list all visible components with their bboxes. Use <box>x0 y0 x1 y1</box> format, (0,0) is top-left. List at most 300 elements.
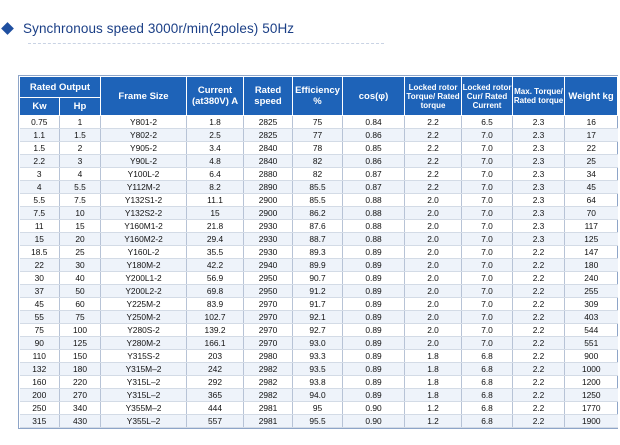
cell-locked-torque: 2.0 <box>405 298 462 311</box>
diamond-bullet-icon <box>1 22 14 35</box>
cell-efficiency: 82 <box>293 168 343 181</box>
cell-locked-torque: 2.0 <box>405 220 462 233</box>
cell-max-torque: 2.2 <box>513 350 565 363</box>
header-locked-rotor-torque: Locked rotor Torque/ Rated torque <box>405 77 462 116</box>
cell-kw: 250 <box>20 402 60 415</box>
cell-max-torque: 2.2 <box>513 376 565 389</box>
cell-frame-size: Y250M-2 <box>101 311 187 324</box>
cell-weight: 180 <box>565 259 618 272</box>
cell-weight: 117 <box>565 220 618 233</box>
cell-locked-torque: 1.8 <box>405 376 462 389</box>
cell-cos-phi: 0.89 <box>343 337 405 350</box>
cell-weight: 1900 <box>565 415 618 428</box>
cell-cos-phi: 0.89 <box>343 285 405 298</box>
cell-locked-torque: 1.8 <box>405 389 462 402</box>
header-max-torque: Max. Torque/ Rated torque <box>513 77 565 116</box>
cell-max-torque: 2.3 <box>513 142 565 155</box>
cell-locked-current: 7.0 <box>462 194 513 207</box>
cell-locked-torque: 2.0 <box>405 207 462 220</box>
table-row <box>20 337 618 350</box>
cell-efficiency: 86.2 <box>293 207 343 220</box>
header-locked-rotor-current: Locked rotor Cur/ Rated Current <box>462 77 513 116</box>
table-row <box>20 376 618 389</box>
cell-kw: 22 <box>20 259 60 272</box>
cell-max-torque: 2.3 <box>513 233 565 246</box>
table-row <box>20 142 618 155</box>
cell-efficiency: 91.2 <box>293 285 343 298</box>
cell-locked-current: 7.0 <box>462 155 513 168</box>
cell-weight: 1250 <box>565 389 618 402</box>
cell-rated-speed: 2930 <box>244 246 293 259</box>
cell-weight: 64 <box>565 194 618 207</box>
cell-locked-current: 7.0 <box>462 259 513 272</box>
cell-current: 56.9 <box>187 272 244 285</box>
table-row <box>20 168 618 181</box>
cell-max-torque: 2.2 <box>513 259 565 272</box>
cell-locked-current: 7.0 <box>462 311 513 324</box>
cell-cos-phi: 0.89 <box>343 376 405 389</box>
cell-cos-phi: 0.89 <box>343 272 405 285</box>
cell-weight: 17 <box>565 129 618 142</box>
cell-hp: 75 <box>60 311 101 324</box>
cell-frame-size: Y355M–2 <box>101 402 187 415</box>
cell-max-torque: 2.2 <box>513 402 565 415</box>
cell-frame-size: Y160M1-2 <box>101 220 187 233</box>
cell-max-torque: 2.2 <box>513 389 565 402</box>
cell-frame-size: Y315L–2 <box>101 376 187 389</box>
cell-kw: 315 <box>20 415 60 428</box>
cell-frame-size: Y801-2 <box>101 116 187 129</box>
cell-rated-speed: 2840 <box>244 142 293 155</box>
cell-rated-speed: 2982 <box>244 389 293 402</box>
cell-efficiency: 90.7 <box>293 272 343 285</box>
cell-weight: 240 <box>565 272 618 285</box>
cell-locked-torque: 2.2 <box>405 142 462 155</box>
cell-hp: 15 <box>60 220 101 233</box>
cell-hp: 7.5 <box>60 194 101 207</box>
cell-efficiency: 82 <box>293 155 343 168</box>
cell-frame-size: Y200L1-2 <box>101 272 187 285</box>
cell-hp: 20 <box>60 233 101 246</box>
cell-locked-torque: 1.2 <box>405 402 462 415</box>
cell-frame-size: Y315S-2 <box>101 350 187 363</box>
table-row <box>20 259 618 272</box>
motor-spec-table <box>19 76 618 428</box>
cell-rated-speed: 2970 <box>244 337 293 350</box>
cell-hp: 100 <box>60 324 101 337</box>
cell-efficiency: 92.1 <box>293 311 343 324</box>
cell-hp: 4 <box>60 168 101 181</box>
cell-efficiency: 92.7 <box>293 324 343 337</box>
cell-weight: 551 <box>565 337 618 350</box>
cell-current: 102.7 <box>187 311 244 324</box>
spec-table-container <box>18 75 618 429</box>
cell-hp: 1 <box>60 116 101 129</box>
cell-locked-torque: 2.0 <box>405 324 462 337</box>
cell-hp: 270 <box>60 389 101 402</box>
cell-rated-speed: 2930 <box>244 233 293 246</box>
table-row <box>20 194 618 207</box>
cell-kw: 132 <box>20 363 60 376</box>
table-body <box>20 116 618 428</box>
cell-weight: 403 <box>565 311 618 324</box>
cell-locked-current: 7.0 <box>462 324 513 337</box>
cell-hp: 5.5 <box>60 181 101 194</box>
cell-kw: 5.5 <box>20 194 60 207</box>
cell-current: 292 <box>187 376 244 389</box>
cell-cos-phi: 0.88 <box>343 220 405 233</box>
cell-cos-phi: 0.87 <box>343 181 405 194</box>
table-row <box>20 116 618 129</box>
cell-rated-speed: 2980 <box>244 350 293 363</box>
cell-max-torque: 2.2 <box>513 272 565 285</box>
cell-kw: 2.2 <box>20 155 60 168</box>
cell-locked-torque: 1.8 <box>405 350 462 363</box>
cell-cos-phi: 0.89 <box>343 324 405 337</box>
cell-weight: 255 <box>565 285 618 298</box>
cell-frame-size: Y315L–2 <box>101 389 187 402</box>
cell-rated-speed: 2950 <box>244 272 293 285</box>
table-row <box>20 350 618 363</box>
cell-rated-speed: 2890 <box>244 181 293 194</box>
header-weight: Weight kg <box>565 77 618 116</box>
cell-max-torque: 2.3 <box>513 116 565 129</box>
table-row <box>20 298 618 311</box>
cell-weight: 22 <box>565 142 618 155</box>
cell-cos-phi: 0.86 <box>343 155 405 168</box>
cell-locked-current: 6.8 <box>462 350 513 363</box>
cell-locked-torque: 1.8 <box>405 363 462 376</box>
cell-hp: 1.5 <box>60 129 101 142</box>
cell-kw: 0.75 <box>20 116 60 129</box>
cell-cos-phi: 0.89 <box>343 350 405 363</box>
cell-efficiency: 94.0 <box>293 389 343 402</box>
cell-max-torque: 2.2 <box>513 311 565 324</box>
cell-locked-torque: 2.2 <box>405 155 462 168</box>
cell-frame-size: Y280S-2 <box>101 324 187 337</box>
cell-locked-torque: 2.2 <box>405 181 462 194</box>
table-row <box>20 220 618 233</box>
cell-hp: 25 <box>60 246 101 259</box>
cell-current: 6.4 <box>187 168 244 181</box>
cell-hp: 60 <box>60 298 101 311</box>
cell-hp: 125 <box>60 337 101 350</box>
table-row <box>20 311 618 324</box>
table-row <box>20 363 618 376</box>
cell-weight: 25 <box>565 155 618 168</box>
cell-cos-phi: 0.90 <box>343 415 405 428</box>
cell-efficiency: 93.5 <box>293 363 343 376</box>
cell-weight: 1770 <box>565 402 618 415</box>
cell-rated-speed: 2900 <box>244 194 293 207</box>
cell-hp: 220 <box>60 376 101 389</box>
cell-frame-size: Y802-2 <box>101 129 187 142</box>
cell-locked-current: 7.0 <box>462 129 513 142</box>
cell-cos-phi: 0.87 <box>343 168 405 181</box>
cell-max-torque: 2.3 <box>513 194 565 207</box>
header-efficiency: Efficiency % <box>293 77 343 116</box>
cell-max-torque: 2.2 <box>513 285 565 298</box>
cell-efficiency: 91.7 <box>293 298 343 311</box>
cell-current: 11.1 <box>187 194 244 207</box>
cell-max-torque: 2.2 <box>513 324 565 337</box>
cell-kw: 15 <box>20 233 60 246</box>
cell-max-torque: 2.3 <box>513 129 565 142</box>
cell-weight: 45 <box>565 181 618 194</box>
cell-cos-phi: 0.90 <box>343 402 405 415</box>
cell-weight: 900 <box>565 350 618 363</box>
cell-locked-current: 7.0 <box>462 220 513 233</box>
cell-kw: 18.5 <box>20 246 60 259</box>
cell-rated-speed: 2840 <box>244 155 293 168</box>
cell-rated-speed: 2950 <box>244 285 293 298</box>
cell-max-torque: 2.3 <box>513 168 565 181</box>
cell-locked-current: 7.0 <box>462 272 513 285</box>
cell-weight: 34 <box>565 168 618 181</box>
cell-weight: 544 <box>565 324 618 337</box>
cell-frame-size: Y90L-2 <box>101 155 187 168</box>
cell-locked-torque: 2.0 <box>405 259 462 272</box>
section-heading <box>0 19 294 37</box>
cell-efficiency: 93.8 <box>293 376 343 389</box>
table-row <box>20 285 618 298</box>
cell-kw: 110 <box>20 350 60 363</box>
cell-cos-phi: 0.84 <box>343 116 405 129</box>
cell-max-torque: 2.3 <box>513 220 565 233</box>
cell-current: 29.4 <box>187 233 244 246</box>
cell-kw: 3 <box>20 168 60 181</box>
table-row <box>20 207 618 220</box>
cell-rated-speed: 2982 <box>244 363 293 376</box>
cell-current: 444 <box>187 402 244 415</box>
cell-efficiency: 78 <box>293 142 343 155</box>
cell-efficiency: 93.0 <box>293 337 343 350</box>
header-hp: Hp <box>60 98 101 116</box>
table-row <box>20 181 618 194</box>
cell-frame-size: Y132S2-2 <box>101 207 187 220</box>
cell-locked-torque: 2.0 <box>405 337 462 350</box>
table-row <box>20 389 618 402</box>
cell-max-torque: 2.3 <box>513 207 565 220</box>
cell-kw: 75 <box>20 324 60 337</box>
cell-locked-current: 7.0 <box>462 168 513 181</box>
cell-frame-size: Y160M2-2 <box>101 233 187 246</box>
cell-locked-current: 6.8 <box>462 402 513 415</box>
cell-max-torque: 2.3 <box>513 181 565 194</box>
cell-locked-current: 6.5 <box>462 116 513 129</box>
cell-rated-speed: 2930 <box>244 220 293 233</box>
header-cos-phi: cos(φ) <box>343 77 405 116</box>
cell-rated-speed: 2981 <box>244 415 293 428</box>
cell-locked-torque: 2.0 <box>405 311 462 324</box>
cell-kw: 1.5 <box>20 142 60 155</box>
cell-weight: 16 <box>565 116 618 129</box>
cell-frame-size: Y112M-2 <box>101 181 187 194</box>
cell-current: 242 <box>187 363 244 376</box>
cell-frame-size: Y355L–2 <box>101 415 187 428</box>
cell-cos-phi: 0.89 <box>343 389 405 402</box>
cell-locked-torque: 2.0 <box>405 194 462 207</box>
cell-max-torque: 2.2 <box>513 298 565 311</box>
cell-efficiency: 89.9 <box>293 259 343 272</box>
cell-kw: 160 <box>20 376 60 389</box>
cell-kw: 11 <box>20 220 60 233</box>
cell-locked-current: 6.8 <box>462 389 513 402</box>
cell-locked-torque: 2.2 <box>405 168 462 181</box>
cell-cos-phi: 0.89 <box>343 246 405 259</box>
cell-locked-current: 7.0 <box>462 246 513 259</box>
cell-hp: 30 <box>60 259 101 272</box>
cell-locked-current: 7.0 <box>462 337 513 350</box>
cell-current: 2.5 <box>187 129 244 142</box>
cell-hp: 430 <box>60 415 101 428</box>
cell-locked-torque: 2.2 <box>405 116 462 129</box>
cell-frame-size: Y160L-2 <box>101 246 187 259</box>
cell-current: 15 <box>187 207 244 220</box>
cell-cos-phi: 0.88 <box>343 233 405 246</box>
cell-max-torque: 2.2 <box>513 337 565 350</box>
table-row <box>20 233 618 246</box>
cell-rated-speed: 2880 <box>244 168 293 181</box>
cell-rated-speed: 2970 <box>244 324 293 337</box>
cell-efficiency: 85.5 <box>293 194 343 207</box>
cell-max-torque: 2.2 <box>513 246 565 259</box>
dashed-divider <box>28 43 384 44</box>
cell-weight: 147 <box>565 246 618 259</box>
cell-hp: 10 <box>60 207 101 220</box>
table-row <box>20 415 618 428</box>
header-kw: Kw <box>20 98 60 116</box>
cell-locked-torque: 2.2 <box>405 129 462 142</box>
cell-kw: 45 <box>20 298 60 311</box>
cell-frame-size: Y280M-2 <box>101 337 187 350</box>
header-frame-size: Frame Size <box>101 77 187 116</box>
cell-locked-torque: 2.0 <box>405 285 462 298</box>
cell-cos-phi: 0.88 <box>343 194 405 207</box>
cell-current: 4.8 <box>187 155 244 168</box>
cell-frame-size: Y225M-2 <box>101 298 187 311</box>
cell-frame-size: Y315M–2 <box>101 363 187 376</box>
cell-locked-current: 6.8 <box>462 363 513 376</box>
cell-locked-current: 7.0 <box>462 207 513 220</box>
cell-current: 83.9 <box>187 298 244 311</box>
cell-current: 203 <box>187 350 244 363</box>
cell-kw: 4 <box>20 181 60 194</box>
table-row <box>20 272 618 285</box>
cell-locked-current: 6.8 <box>462 415 513 428</box>
cell-current: 365 <box>187 389 244 402</box>
cell-weight: 125 <box>565 233 618 246</box>
cell-hp: 180 <box>60 363 101 376</box>
cell-locked-current: 6.8 <box>462 376 513 389</box>
cell-rated-speed: 2900 <box>244 207 293 220</box>
cell-max-torque: 2.2 <box>513 415 565 428</box>
cell-kw: 90 <box>20 337 60 350</box>
cell-efficiency: 89.3 <box>293 246 343 259</box>
cell-kw: 37 <box>20 285 60 298</box>
cell-kw: 200 <box>20 389 60 402</box>
page-title: Synchronous speed 3000r/min(2poles) 50Hz <box>23 20 295 36</box>
cell-hp: 340 <box>60 402 101 415</box>
table-row <box>20 324 618 337</box>
cell-cos-phi: 0.89 <box>343 363 405 376</box>
cell-kw: 7.5 <box>20 207 60 220</box>
cell-hp: 2 <box>60 142 101 155</box>
cell-rated-speed: 2970 <box>244 311 293 324</box>
cell-cos-phi: 0.89 <box>343 311 405 324</box>
cell-locked-current: 7.0 <box>462 233 513 246</box>
cell-efficiency: 77 <box>293 129 343 142</box>
cell-rated-speed: 2981 <box>244 402 293 415</box>
cell-efficiency: 85.5 <box>293 181 343 194</box>
cell-locked-torque: 2.0 <box>405 233 462 246</box>
cell-current: 42.2 <box>187 259 244 272</box>
cell-locked-current: 7.0 <box>462 142 513 155</box>
table-row <box>20 155 618 168</box>
cell-frame-size: Y200L2-2 <box>101 285 187 298</box>
cell-kw: 55 <box>20 311 60 324</box>
cell-locked-current: 7.0 <box>462 285 513 298</box>
cell-efficiency: 95 <box>293 402 343 415</box>
cell-max-torque: 2.2 <box>513 363 565 376</box>
cell-locked-current: 7.0 <box>462 181 513 194</box>
cell-frame-size: Y905-2 <box>101 142 187 155</box>
cell-rated-speed: 2940 <box>244 259 293 272</box>
cell-current: 35.5 <box>187 246 244 259</box>
cell-hp: 150 <box>60 350 101 363</box>
cell-locked-torque: 2.0 <box>405 272 462 285</box>
cell-cos-phi: 0.85 <box>343 142 405 155</box>
cell-max-torque: 2.3 <box>513 155 565 168</box>
cell-current: 139.2 <box>187 324 244 337</box>
cell-current: 3.4 <box>187 142 244 155</box>
cell-hp: 40 <box>60 272 101 285</box>
cell-rated-speed: 2970 <box>244 298 293 311</box>
cell-locked-torque: 2.0 <box>405 246 462 259</box>
cell-cos-phi: 0.89 <box>343 259 405 272</box>
cell-current: 8.2 <box>187 181 244 194</box>
table-row <box>20 246 618 259</box>
cell-current: 166.1 <box>187 337 244 350</box>
cell-weight: 309 <box>565 298 618 311</box>
cell-current: 557 <box>187 415 244 428</box>
cell-locked-torque: 1.2 <box>405 415 462 428</box>
cell-kw: 1.1 <box>20 129 60 142</box>
cell-efficiency: 93.3 <box>293 350 343 363</box>
cell-frame-size: Y100L-2 <box>101 168 187 181</box>
cell-weight: 70 <box>565 207 618 220</box>
cell-rated-speed: 2825 <box>244 129 293 142</box>
cell-kw: 30 <box>20 272 60 285</box>
cell-current: 69.8 <box>187 285 244 298</box>
cell-efficiency: 87.6 <box>293 220 343 233</box>
cell-current: 21.8 <box>187 220 244 233</box>
cell-locked-current: 7.0 <box>462 298 513 311</box>
cell-cos-phi: 0.89 <box>343 298 405 311</box>
cell-frame-size: Y132S1-2 <box>101 194 187 207</box>
cell-weight: 1200 <box>565 376 618 389</box>
cell-weight: 1000 <box>565 363 618 376</box>
cell-frame-size: Y180M-2 <box>101 259 187 272</box>
header-rated-output: Rated Output <box>20 77 101 98</box>
cell-cos-phi: 0.88 <box>343 207 405 220</box>
header-rated-speed: Rated speed <box>244 77 293 116</box>
table-row <box>20 129 618 142</box>
cell-hp: 3 <box>60 155 101 168</box>
cell-efficiency: 88.7 <box>293 233 343 246</box>
header-current: Current (at380V) A <box>187 77 244 116</box>
cell-rated-speed: 2825 <box>244 116 293 129</box>
